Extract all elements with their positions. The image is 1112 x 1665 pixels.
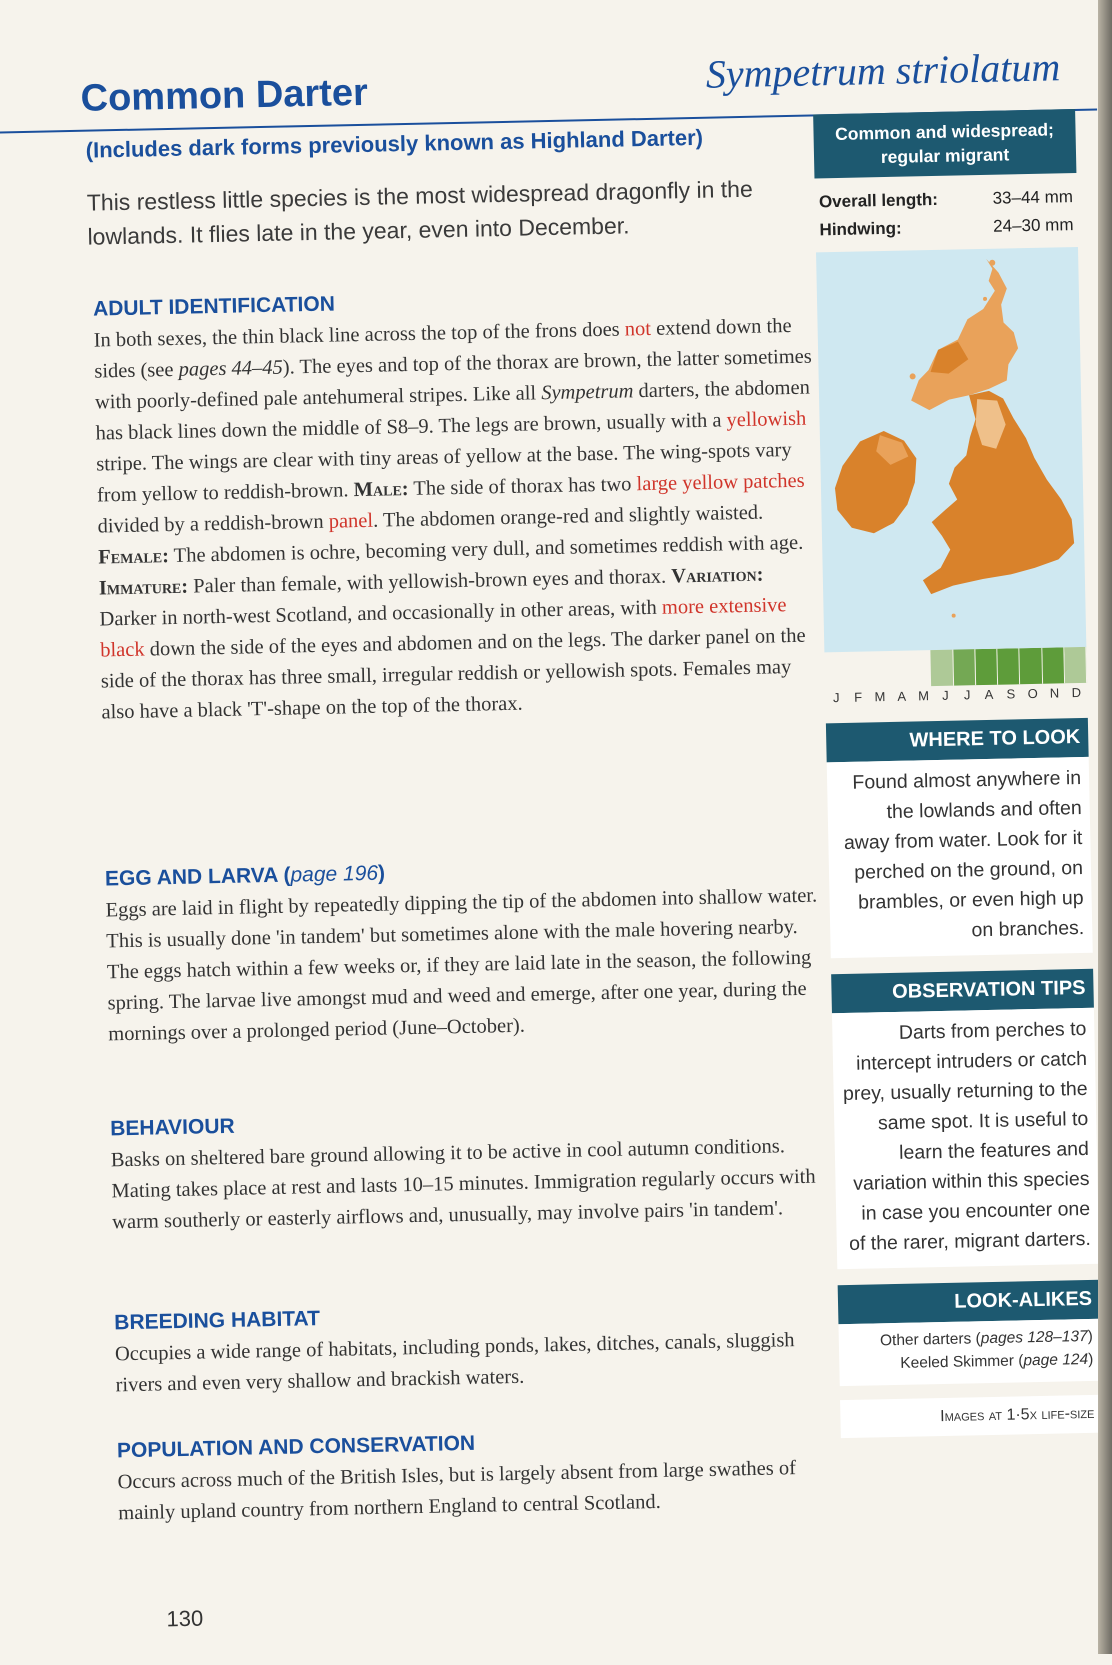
- month-label: M: [917, 688, 930, 704]
- distribution-map: [816, 247, 1086, 652]
- month-label: N: [1049, 685, 1060, 701]
- female-label: Female:: [98, 545, 170, 569]
- lookalike-keeled-skimmer: Keeled Skimmer (page 124): [900, 1350, 1094, 1372]
- lookalike-other-darters: Other darters (pages 128–137): [879, 1327, 1093, 1350]
- flight-bar-8: [975, 649, 998, 685]
- adult-text: In both sexes, the thin black line across the top of the frons does not extend down the sides (see pages 44–45). The eyes and top of the thorax are brown, the latter sometimes with poorly-defined pale antehumeral stripes. Like all Sympetrum darters, the abdomen has black lines down the middle of S8–9. The legs are brown, usually with a yellowish stripe. The wings are clear with tiny areas of yellow at the base. The wing-spots vary from yellow to reddish-brown. Male: The side of thorax has two large yellow patches divided by a reddish-brown panel. The abdomen orange-red and slightly waisted. Female: The abdomen is ochre, becoming very dull, and sometimes reddish with age. Immature: Paler than female, with yellowish-brown eyes and thorax. Variation: Darker in north-west Scotland, and occasionally in other areas, with more extensive black down the side of the eyes and abdomen and on the legs. The darker panel on the side of the thorax has three small, irregular reddish or yellowish spots. Females may also have a black 'T'-shape on the top of the thorax.: [93, 314, 812, 724]
- flight-bar-2: [846, 651, 868, 687]
- ireland-shape: [834, 430, 918, 534]
- where-to-look-text: Found almost anywhere in the lowlands and often away from water. Look for it perched on the ground, on brambles, or even high up on branches.: [827, 757, 1093, 958]
- observation-tips-heading: OBSERVATION TIPS: [831, 969, 1094, 1013]
- section-egg-larva: [105, 852, 829, 1050]
- overall-length-row: Overall length: 33–44 mm: [818, 187, 1074, 212]
- page-title: Common Darter: [80, 71, 369, 120]
- scotland-shape: [908, 258, 1019, 410]
- flight-bar-1: [824, 652, 846, 688]
- section-adult-identification: [93, 283, 822, 729]
- month-label: F: [853, 689, 863, 705]
- month-label: D: [1071, 684, 1082, 701]
- month-label: A: [984, 686, 994, 702]
- population-heading: POPULATION AND CONSERVATION: [116, 1431, 476, 1463]
- flight-bar-11: [1042, 647, 1065, 683]
- scientific-name: Sympetrum striolatum: [705, 44, 1061, 97]
- look-alikes-text: [838, 1319, 1101, 1386]
- page-number: 130: [166, 1605, 204, 1632]
- adult-heading: ADULT IDENTIFICATION: [92, 292, 336, 321]
- flight-period-bars: [824, 647, 1087, 688]
- section-population: [117, 1424, 839, 1529]
- intro-paragraph: This restless little species is the most widespread dragonfly in the lowlands. It flies late in the year, even into December.: [86, 175, 753, 250]
- egg-text: Eggs are laid in flight by repeatedly dipping the tip of the abdomen into shallow water. This is usually done 'in tandem' but sometimes alone with the male hovering nearby. The eggs hatch within a few weeks or, if they are laid late in the season, the following spring. The larvae live amongst mud and weed and emerge, after one year, during the mornings over a prolonged period (June–October).: [105, 884, 818, 1046]
- book-spine-shadow: [1098, 0, 1112, 1654]
- where-to-look-heading: WHERE TO LOOK: [826, 718, 1089, 762]
- month-label: J: [941, 687, 949, 703]
- egg-heading: EGG AND LARVA (page 196): [104, 861, 386, 891]
- sidebar: [813, 109, 1103, 1438]
- immature-label: Immature:: [98, 575, 189, 600]
- month-label: J: [963, 687, 971, 703]
- male-label: Male:: [353, 478, 409, 502]
- flight-bar-5: [909, 650, 931, 686]
- observation-tips-text: Darts from perches to intercept intruders or catch prey, usually returning to the same spot. It is useful to learn the features and variation within this species in case you encounter one of the rarer, migrant darters.: [832, 1008, 1099, 1269]
- flight-bar-10: [1020, 648, 1043, 684]
- behaviour-heading: BEHAVIOUR: [109, 1114, 235, 1141]
- orkney-dot: [983, 297, 987, 301]
- image-scale-note: Images at 1·5x life-size: [840, 1395, 1103, 1438]
- flight-bar-3: [867, 651, 889, 687]
- month-label: A: [897, 688, 907, 704]
- population-text: Occurs across much of the British Isles, but is largely absent from large swathes of mainly upland country from northern England to central Scotland.: [117, 1457, 797, 1525]
- variation-label: Variation:: [671, 563, 764, 588]
- behaviour-text: Basks on sheltered bare ground allowing it to be active in cool autumn conditions. Mating takes place at rest and lasts 10–15 minutes. Immigration regularly occurs with warm southerly or easterly airflows and, unusually, may involve pairs 'in tandem'.: [110, 1135, 816, 1234]
- habitat-text: Occupies a wide range of habitats, including ponds, lakes, ditches, canals, sluggish rivers and even very shallow and brackish waters.: [114, 1329, 795, 1397]
- flight-bar-12: [1064, 647, 1087, 683]
- british-isles-map-icon: [816, 247, 1086, 652]
- section-behaviour: [110, 1102, 832, 1238]
- habitat-heading: BREEDING HABITAT: [114, 1307, 321, 1335]
- month-label: O: [1027, 685, 1038, 702]
- flight-bar-4: [888, 651, 910, 687]
- hindwing-row: Hindwing: 24–30 mm: [819, 215, 1074, 240]
- flight-bar-9: [997, 648, 1020, 684]
- month-label: S: [1006, 686, 1016, 702]
- flight-bar-6: [931, 650, 954, 686]
- month-label: M: [874, 689, 886, 705]
- section-breeding-habitat: [114, 1296, 836, 1401]
- channel-islands-dot: [952, 614, 956, 618]
- look-alikes-heading: LOOK-ALIKES: [838, 1280, 1101, 1324]
- month-label: J: [832, 690, 840, 706]
- status-banner: Common and widespread; regular migrant: [813, 109, 1076, 178]
- hebrides-dot: [910, 373, 916, 379]
- page-subtitle: (Includes dark forms previously known as Highland Darter): [85, 124, 704, 163]
- flight-bar-7: [953, 649, 976, 685]
